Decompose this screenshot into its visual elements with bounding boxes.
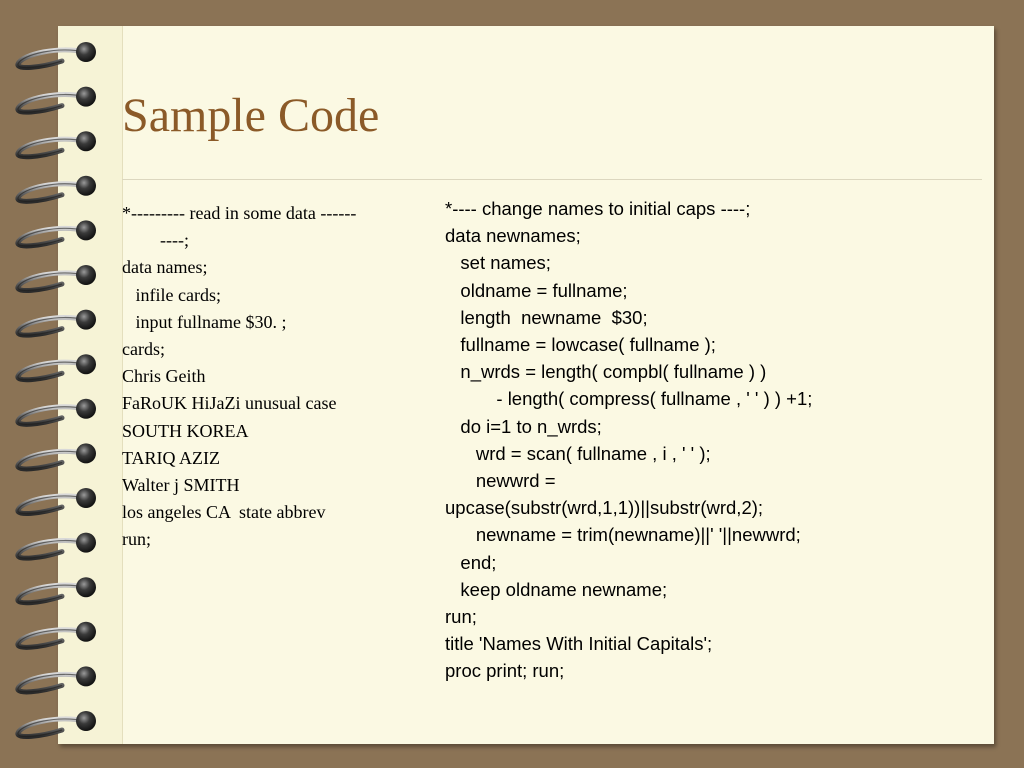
- slide-page: [58, 26, 994, 744]
- spiral-ring: [18, 354, 96, 380]
- spiral-ring: [18, 443, 96, 469]
- spiral-ring: [18, 488, 96, 514]
- code-line: infile cards;: [122, 284, 221, 305]
- spiral-ring: [18, 310, 96, 336]
- code-line: cards;: [122, 339, 165, 360]
- code-line: oldname = fullname;: [445, 279, 628, 301]
- code-line: *--------- read in some data ------: [122, 203, 357, 223]
- code-line: FaRoUK HiJaZi unusual case: [122, 393, 337, 414]
- code-line: Walter j SMITH: [122, 475, 240, 496]
- code-line: SOUTH KOREA: [122, 420, 249, 441]
- spiral-ring: [18, 666, 96, 692]
- spiral-ring: [18, 399, 96, 425]
- spiral-ring: [18, 533, 96, 559]
- spiral-ring: [18, 42, 96, 68]
- code-line: *---- change names to initial caps ----;: [445, 198, 751, 219]
- slide-title: Sample Code: [122, 89, 380, 142]
- code-line: end;: [445, 551, 497, 573]
- code-line: run;: [122, 529, 151, 550]
- code-line: Chris Geith: [122, 366, 206, 387]
- code-line: upcase(substr(wrd,1,1))||substr(wrd,2);: [445, 497, 764, 519]
- spiral-ring: [18, 220, 96, 246]
- code-line: title 'Names With Initial Capitals';: [445, 633, 713, 655]
- title-divider: [122, 179, 982, 180]
- spiral-ring: [18, 711, 96, 737]
- code-line: wrd = scan( fullname , i , ' ' );: [445, 442, 711, 464]
- code-line: - length( compress( fullname , ' ' ) ) +1;: [445, 388, 813, 410]
- right-code-block: [445, 195, 985, 685]
- code-line: data newnames;: [445, 225, 581, 247]
- code-line: proc print; run;: [445, 660, 565, 682]
- spiral-ring: [18, 622, 96, 648]
- code-line: newname = trim(newname)||' '||newwrd;: [445, 524, 801, 546]
- code-line: keep oldname newname;: [445, 578, 668, 600]
- code-line: do i=1 to n_wrds;: [445, 415, 602, 437]
- code-line: input fullname $30. ;: [122, 311, 287, 332]
- spiral-ring: [18, 87, 96, 113]
- spiral-ring: [18, 577, 96, 603]
- code-line: run;: [445, 606, 477, 628]
- code-line: fullname = lowcase( fullname );: [445, 334, 716, 356]
- code-line: newwrd =: [445, 470, 556, 492]
- spiral-binding-icon: [0, 0, 110, 768]
- spiral-ring: [18, 131, 96, 157]
- code-line: set names;: [445, 252, 551, 274]
- code-line: TARIQ AZIZ: [122, 447, 221, 468]
- code-line: n_wrds = length( compbl( fullname ) ): [445, 361, 767, 383]
- code-line: los angeles CA state abbrev: [122, 502, 326, 523]
- left-code-block: [122, 200, 422, 554]
- spiral-ring: [18, 176, 96, 202]
- spiral-ring: [18, 265, 96, 291]
- code-line: ----;: [160, 230, 189, 251]
- code-line: length newname $30;: [445, 306, 648, 328]
- code-line: data names;: [122, 257, 208, 278]
